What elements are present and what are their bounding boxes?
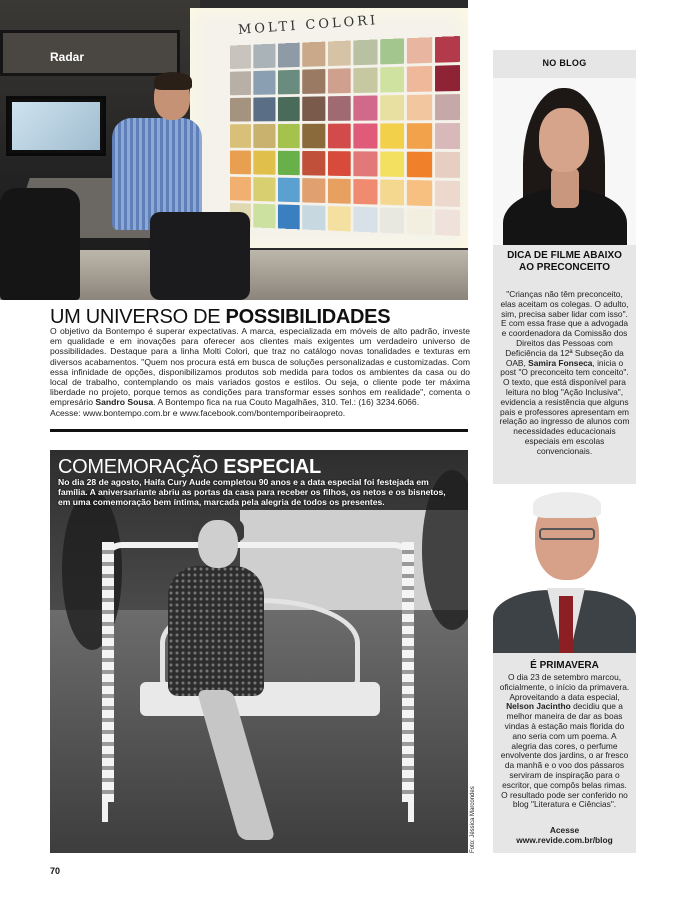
article1-headline	[50, 306, 390, 328]
woman-figure	[168, 566, 264, 696]
section-label: Radar	[50, 50, 85, 64]
article1-body-text-2: . A Bontempo fica na rua Couto Magalhães, 310. Tel.: (16) 3234.6066.	[153, 397, 420, 408]
color-swatch	[354, 123, 378, 148]
color-swatch	[407, 66, 432, 92]
color-swatch	[230, 45, 251, 69]
color-swatch	[328, 68, 351, 93]
color-swatch	[354, 151, 378, 176]
blog-post-title-2: É PRIMAVERA	[530, 660, 599, 671]
color-swatch	[254, 70, 276, 94]
color-swatch	[435, 181, 460, 207]
article2-headline	[58, 456, 321, 478]
woman-neck	[551, 168, 579, 208]
blog-post-text-2	[499, 673, 630, 810]
color-swatch	[303, 124, 326, 149]
color-swatch	[303, 205, 326, 230]
showroom-tv	[6, 96, 106, 156]
color-swatch	[380, 123, 404, 148]
color-swatch	[407, 152, 432, 178]
color-swatch	[278, 97, 300, 121]
color-swatch	[354, 67, 378, 93]
color-swatch	[278, 43, 300, 68]
color-swatch	[278, 151, 300, 175]
man-hair	[533, 492, 601, 518]
article2-body	[58, 477, 458, 508]
article2-headline-thin: COMEMORAÇÃO	[58, 456, 224, 478]
man-legs	[150, 212, 250, 300]
color-swatch	[230, 71, 251, 95]
man-tie	[559, 596, 573, 653]
blog-sidebar-box	[493, 50, 636, 484]
article2-body-text-2: completou 90 anos e a data especial foi festejada em família. A aniversariante abriu as portas da casa para receber os filhos, os netos e os bisnetos, em uma comemoração bem íntima, marcada pela alegria de todos os presentes.	[58, 477, 446, 508]
article1-headline-bold: POSSIBILIDADES	[225, 306, 391, 328]
color-swatch	[435, 209, 460, 236]
blog-sidebar-box-2	[493, 488, 636, 853]
color-swatch	[354, 179, 378, 205]
color-swatch	[354, 207, 378, 233]
color-swatch	[254, 124, 276, 148]
color-swatch	[230, 177, 251, 201]
color-swatch	[435, 36, 460, 63]
color-swatch	[254, 177, 276, 201]
blog-label: NO BLOG	[542, 58, 587, 68]
color-swatch	[230, 124, 251, 148]
blog-post2-body-2: decidiu que a melhor maneira de dar as boas vindas à estação mais florida do ano seria com um poema. A alegria das cores, o perfume envolvente dos jardins, o ar fresco da manhã e o voo dos pássaros serviram de inspiração para o escritor, que compôs belas rimas. O resultado pode ser conferido no blog "Literatura e Ciências".	[500, 701, 629, 810]
section-divider	[50, 429, 468, 432]
color-swatch	[230, 150, 251, 174]
blog-post-title: DICA DE FILME ABAIXO AO PRECONCEITO	[507, 250, 622, 273]
blog-post-body-2: , inicia o post "O preconceito tem conceito". O texto, que está disponível para leitura no blog "Ação Inclusiva", evidencia a resistência que alguns pais e professores apresentam em relação ao ingresso de alunos com necessidades educacionais especiais em escolas convencionais.	[499, 357, 630, 456]
color-swatch	[354, 39, 378, 65]
blog-post2-body: O dia 23 de setembro marcou, oficialmente, o início da primavera. Aproveitando a data especial,	[499, 672, 630, 702]
color-swatch	[407, 94, 432, 120]
woman-face	[539, 108, 589, 172]
color-swatch	[407, 37, 432, 63]
color-swatch	[254, 204, 276, 229]
color-swatch	[407, 123, 432, 149]
color-swatch	[303, 96, 326, 121]
color-swatch	[407, 208, 432, 234]
color-swatch	[254, 97, 276, 121]
color-swatch	[254, 151, 276, 175]
color-swatch	[303, 69, 326, 94]
swing-post-right	[402, 542, 414, 802]
page-number: 70	[50, 866, 61, 876]
color-swatch	[380, 95, 404, 121]
nelson-photo	[493, 488, 636, 653]
blog-cta	[499, 826, 630, 846]
color-swatch	[303, 42, 326, 67]
article2-body-text: No dia 28 de agosto,	[58, 477, 144, 487]
color-swatch	[278, 204, 300, 229]
color-swatch	[435, 152, 460, 178]
color-swatch	[278, 178, 300, 203]
color-swatch	[380, 208, 404, 234]
color-swatch	[380, 38, 404, 64]
color-swatch	[278, 70, 300, 95]
showroom-chair	[0, 188, 80, 300]
blog-cta-label: Acesse	[549, 825, 580, 835]
color-swatch	[230, 98, 251, 122]
color-swatch	[435, 123, 460, 149]
article1-headline-thin: UM UNIVERSO DE	[50, 306, 226, 328]
birthday-photo	[50, 450, 468, 853]
blog-post2-person: Nelson Jacintho	[506, 701, 571, 712]
brand-sign: MOLTI COLORI	[237, 13, 379, 38]
color-swatch-grid	[230, 36, 460, 236]
color-swatch	[278, 124, 300, 148]
samira-photo	[493, 78, 636, 245]
article1-links: Acesse: www.bontempo.com.br e www.facebook.com/bontemporibeiraopreto.	[50, 407, 346, 418]
blog-post-text	[499, 290, 630, 457]
color-swatch	[407, 180, 432, 206]
man-glasses	[539, 528, 595, 540]
swing-post-left	[102, 542, 114, 802]
man-hair	[154, 72, 192, 90]
color-swatch	[380, 151, 404, 177]
article2-headline-bold: ESPECIAL	[223, 456, 321, 478]
article2-person-name: Haifa Cury Aude	[143, 477, 211, 487]
color-swatch	[328, 151, 351, 176]
article1-person-name: Sandro Sousa	[95, 397, 154, 408]
color-swatch	[303, 178, 326, 203]
color-swatch	[254, 44, 276, 69]
color-swatch	[435, 94, 460, 120]
color-swatch	[354, 95, 378, 120]
color-swatch	[328, 96, 351, 121]
color-swatch	[380, 180, 404, 206]
photo-credit: Foto: Jéssica Marcondes	[470, 786, 476, 853]
article1-body-text: O objetivo da Bontempo é superar expectativas. A marca, especializada em móveis de alto padrão, investe em qualidade e em inovações para oferecer aos clientes mais exigentes um verdadeiro universo de possibilidades. Destaque para a linha Molti Colori, que traz no catálogo novas tonalidades e texturas em diversos acabamentos. "Quem nos procura está em busca de soluções personalizadas e customizadas. Com essa infinidade de opções, disponibilizamos produtos sob medida para todos os ambientes da casa ou do local de trabalho, contemplando os mais variados gostos e estilos. Ou seja, o cliente pode ter máxima liberdade no projeto, porque temos as condições para transformar esses sonhos em realidade", comenta o empresário	[50, 326, 470, 408]
blog-post-body: "Crianças não têm preconceito, elas aceitam os colegas. O adulto, sim, precisa saber lidar com isso". E com essa frase que a advogada e coordenadora da Comissão dos Direitos das Pessoas com Deficiência da 12ª Subseção da OAB,	[500, 289, 629, 368]
blog-post-person: Samira Fonseca	[528, 357, 593, 368]
woman-head	[198, 520, 238, 568]
showroom-shelf	[0, 30, 180, 76]
color-swatch	[380, 67, 404, 93]
showroom-photo	[0, 0, 468, 300]
color-swatch	[303, 151, 326, 176]
color-swatch	[328, 179, 351, 204]
color-swatch	[328, 124, 351, 149]
blog-link[interactable]: www.revide.com.br/blog	[516, 834, 613, 845]
color-swatch	[328, 206, 351, 232]
article1-body	[50, 326, 470, 418]
color-swatch	[435, 65, 460, 91]
color-swatch	[328, 41, 351, 67]
